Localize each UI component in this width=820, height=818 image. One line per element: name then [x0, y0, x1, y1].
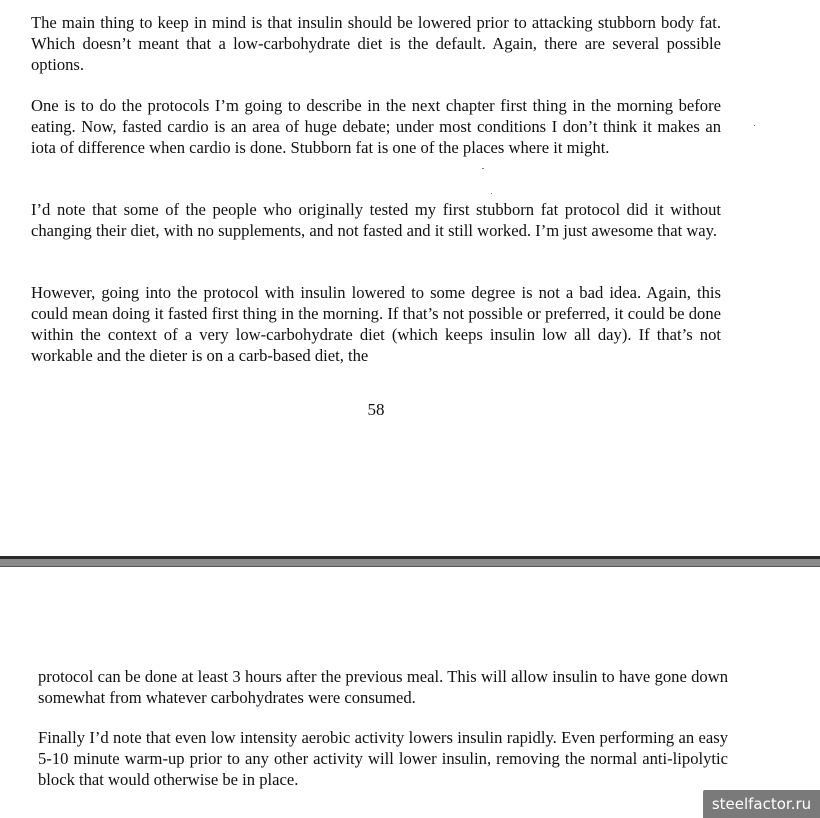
paragraph-insulin-lowered: The main thing to keep in mind is that insulin should be lowered prior to attacking stubborn body fat. Which doesn’t meant that a low-carbohydrate diet is the default. Again, there are several possible options. — [31, 13, 721, 74]
paragraph-protocol-timing: protocol can be done at least 3 hours after the previous meal. This will allow insulin to have gone down somewhat from whatever carbohydrates were consumed. — [38, 667, 728, 707]
paragraph-fasted-cardio: One is to do the protocols I’m going to describe in the next chapter first thing in the morning before eating. Now, fasted cardio is an area of huge debate; under most conditions I don’t think it makes an iota of difference when cardio is done. Stubborn fat is one of the places where it might. — [31, 96, 721, 157]
page-number: 58 — [367, 400, 385, 419]
page-divider — [0, 556, 820, 570]
paragraph-original-testers: I’d note that some of the people who originally tested my first stubborn fat protocol did it without changing their diet, with no supplements, and not fasted and it still worked. I’m just awesome that way. — [31, 200, 721, 240]
divider-thin-line — [0, 566, 820, 567]
scan-speck — [491, 193, 492, 194]
paragraph-aerobic-activity: Finally I’d note that even low intensity aerobic activity lowers insulin rapidly. Even performing an easy 5-10 minute warm-up prior to any other activity will lower insulin, removing the normal anti-lipolytic block that would otherwise be in place. — [38, 728, 728, 789]
paragraph-insulin-options: However, going into the protocol with insulin lowered to some degree is not a bad idea. Again, this could mean doing it fasted first thing in the morning. If that’s not possible or preferred, it could be done within the context of a very low-carbohydrate diet (which keeps insulin low all day). If that’s not workable and the dieter is on a carb-based diet, the — [31, 283, 721, 365]
divider-gray-band — [0, 559, 820, 566]
scan-speck — [482, 168, 484, 169]
scan-speck — [754, 125, 755, 126]
watermark-label: steelfactor.ru — [703, 790, 820, 818]
